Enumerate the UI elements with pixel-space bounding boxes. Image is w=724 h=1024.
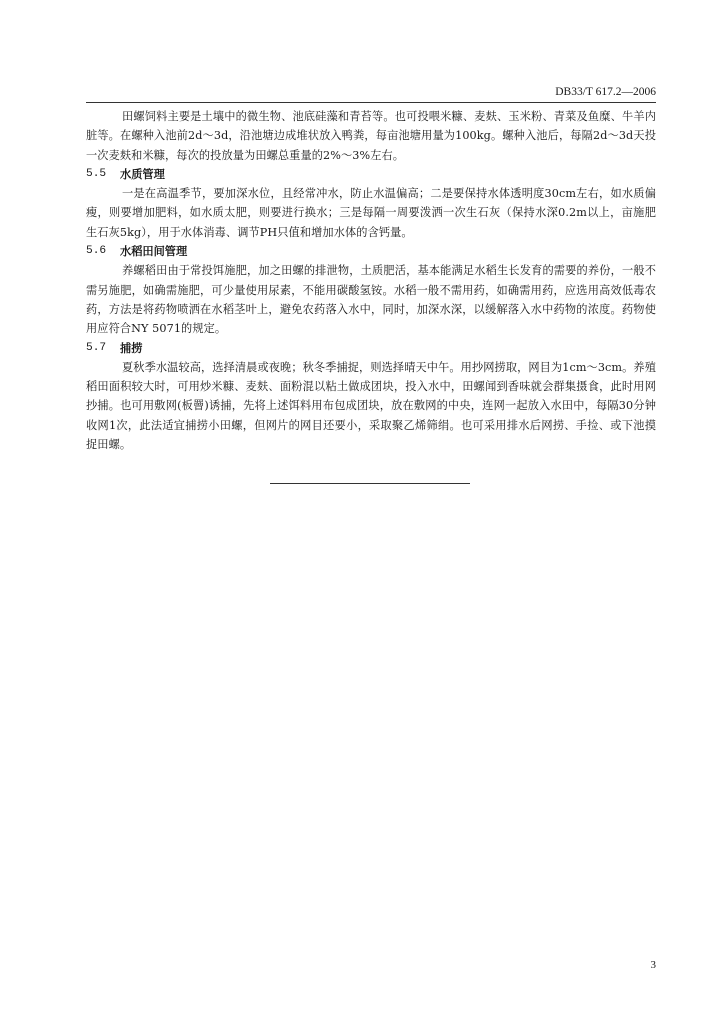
section-heading-5-5 — [86, 165, 656, 184]
section-title: 水稻田间管理 — [120, 245, 188, 259]
section-number: 5.6 — [86, 245, 107, 258]
header-rule — [86, 102, 656, 103]
standard-code: DB33/T 617.2—2006 — [555, 86, 656, 98]
section-heading-5-7 — [86, 339, 656, 358]
page-number: 3 — [650, 959, 656, 971]
paragraph-feed: 田螺饲料主要是土壤中的微生物、池底硅藻和青苔等。也可投喂米糠、麦麸、玉米粉、青菜及鱼糜、牛羊内脏等。在螺种入池前2d～3d，沿池塘边成堆状放入鸭粪，每亩池塘用量为100kg。螺种入池后，每隔2d～3d天投一次麦麸和米糠，每次的投放量为田螺总重量的2%～3%左右。 — [86, 110, 656, 162]
paragraph-water-quality: 一是在高温季节，要加深水位，且经常冲水，防止水温偏高；二是要保持水体透明度30cm左右，如水质偏瘦，则要增加肥料，如水质太肥，则要进行换水；三是每隔一周要泼洒一次生石灰（保持水深0.2m以上，亩施肥生石灰5kg），用于水体消毒、调节PH只值和增加水体的含钙量。 — [86, 187, 656, 239]
paragraph-harvest: 夏秋季水温较高，选择清晨或夜晚；秋冬季捕捉，则选择晴天中午。用抄网捞取，网目为1cm～3cm。养殖稻田面积较大时，可用炒米糠、麦麸、面粉混以粘土做成团块，投入水中，田螺闻到香味就会群集摄食，此时用网抄捕。也可用敷网(板罾)诱捕，先将上述饵料用布包成团块，放在敷网的中央，连网一起放入水田中，每隔30分钟收网1次，此法适宜捕捞小田螺，但网片的网目还要小，采取聚乙烯筛绢。也可采用排水后网捞、手捡、或下池摸捉田螺。 — [86, 360, 656, 452]
section-title: 水质管理 — [120, 167, 165, 181]
section-number: 5.5 — [86, 167, 107, 180]
end-of-document-rule — [270, 483, 470, 484]
section-title: 捕捞 — [120, 341, 143, 355]
section-number: 5.7 — [86, 341, 107, 354]
section-heading-5-6 — [86, 242, 656, 261]
paragraph-field-management: 养螺稻田由于常投饵施肥，加之田螺的排泄物，土质肥活，基本能满足水稻生长发育的需要的养份，一般不需另施肥，如确需施肥，可少量使用尿素，不能用碳酸氢铵。水稻一般不需用药，如确需用药，应选用高效低毒农药，方法是将药物喷洒在水稻茎叶上，避免农药落入水中，同时，加深水深，以缓解落入水中药物的浓度。药物使用应符合NY 5071的规定。 — [86, 264, 656, 336]
document-body — [86, 107, 656, 454]
